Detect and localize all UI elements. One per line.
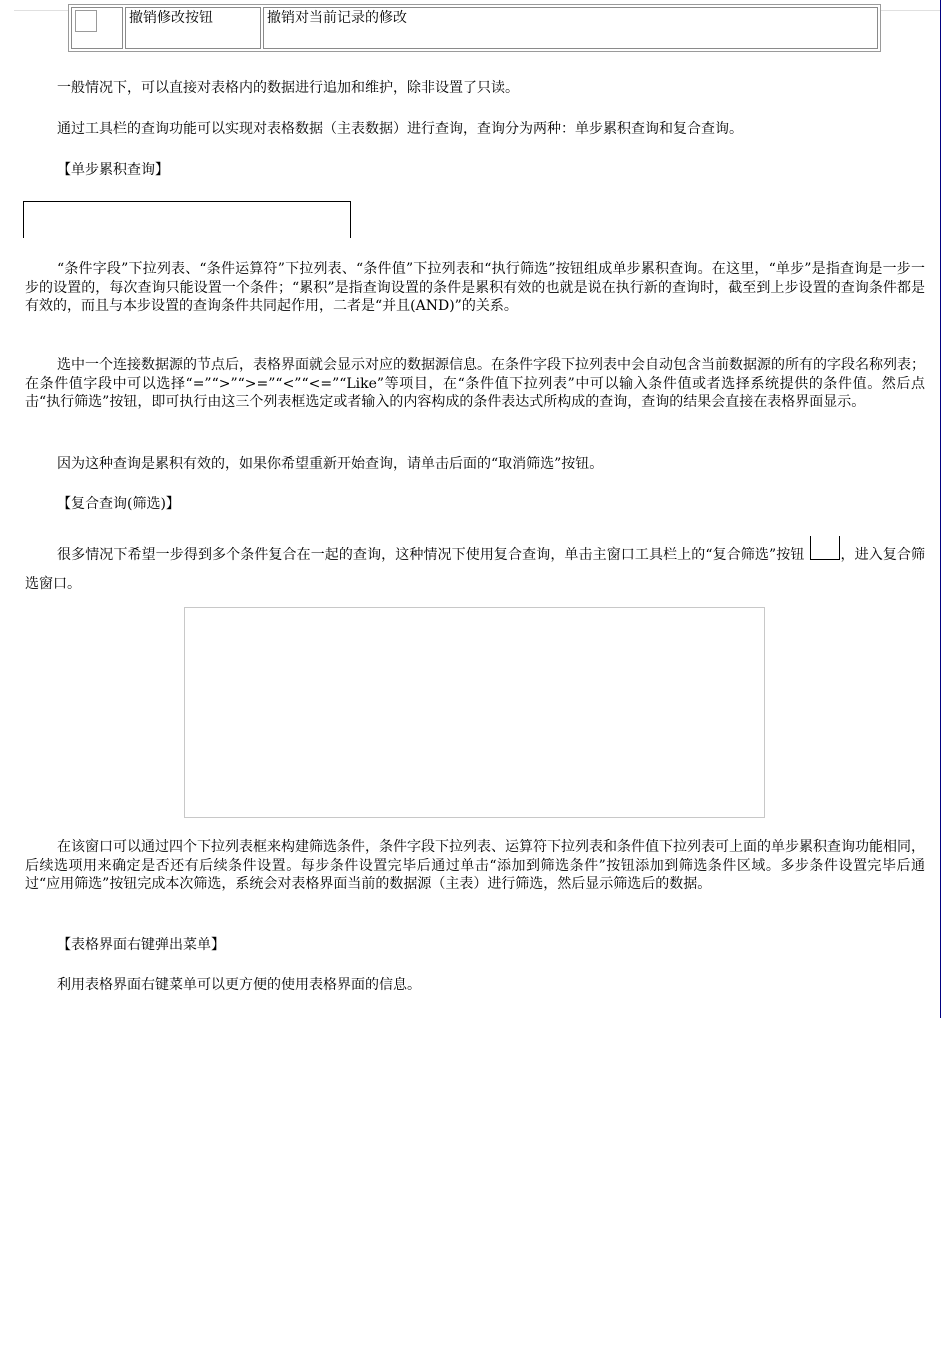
paragraph-single-step-description: “条件字段”下拉列表、“条件运算符”下拉列表、“条件值”下拉列表和“执行筛选”按钮组成单步累积查询。在这里，“单步”是指查询是一步一步的设置的，每次查询只能设置一个条件；“累积”是指查询设置的条件是累积有效的也就是说在执行新的查询时，截至到上步设置的查询条件都是有效的，而且与本步设置的查询条件共同起作用，二者是“并且(AND)”的关系。 (25, 261, 925, 314)
paragraph-context-menu: 利用表格界面右键菜单可以更方便的使用表格界面的信息。 (57, 977, 421, 993)
cancel-edit-icon (75, 10, 97, 32)
paragraph-compound-description: 在该窗口可以通过四个下拉列表框来构建筛选条件，条件字段下拉列表、运算符下拉列表和条件值下拉列表可上面的单步累积查询功能相同，后续选项用来确定是否还有后续条件设置。每步条件设置完毕后通过单击“添加到筛选条件”按钮添加到筛选条件区域。多步条件设置完毕后通过“应用筛选”按钮完成本次筛选，系统会对表格界面当前的数据源（主表）进行筛选，然后显示筛选后的数据。 (25, 839, 925, 892)
compound-filter-button-icon[interactable] (810, 536, 840, 560)
toolbar-button-table (68, 4, 881, 52)
paragraph-compound-intro (25, 536, 925, 599)
single-step-query-toolbar-image (23, 201, 351, 238)
heading-context-menu: 【表格界面右键弹出菜单】 (57, 937, 225, 953)
compound-filter-window-image (184, 607, 765, 818)
heading-single-step-query: 【单步累积查询】 (57, 162, 169, 178)
compound-intro-text: 很多情况下希望一步得到多个条件复合在一起的查询，这种情况下使用复合查询，单击主窗口工具栏上的“复合筛选”按钮 (57, 547, 805, 563)
compound-intro-text-end: ，进入复合筛选窗口。 (25, 547, 926, 592)
table-cell-description: 撤销对当前记录的修改 (263, 7, 878, 49)
paragraph-datasource-conditions: 选中一个连接数据源的节点后，表格界面就会显示对应的数据源信息。在条件字段下拉列表中会自动包含当前数据源的所有的字段名称列表；在条件值字段中可以选择“=”“>”“>=”“<”“<=”“Like”等项目，在“条件值下拉列表”中可以输入条件值或者选择系统提供的条件值。然后点击“执行筛选”按钮，即可执行由这三个列表框选定或者输入的内容构成的条件表达式所构成的查询，查询的结果会直接在表格界面显示。 (25, 357, 925, 410)
paragraph-query-intro: 通过工具栏的查询功能可以实现对表格数据（主表数据）进行查询，查询分为两种：单步累积查询和复合查询。 (57, 121, 743, 137)
paragraph-cancel-filter: 因为这种查询是累积有效的，如果你希望重新开始查询，请单击后面的“取消筛选”按钮。 (57, 456, 604, 472)
heading-compound-query: 【复合查询(筛选)】 (57, 496, 180, 512)
paragraph-readonly-note: 一般情况下，可以直接对表格内的数据进行追加和维护，除非设置了只读。 (57, 80, 519, 96)
table-cell-icon (71, 7, 123, 49)
table-cell-name: 撤销修改按钮 (125, 7, 261, 49)
table-row (71, 7, 878, 49)
